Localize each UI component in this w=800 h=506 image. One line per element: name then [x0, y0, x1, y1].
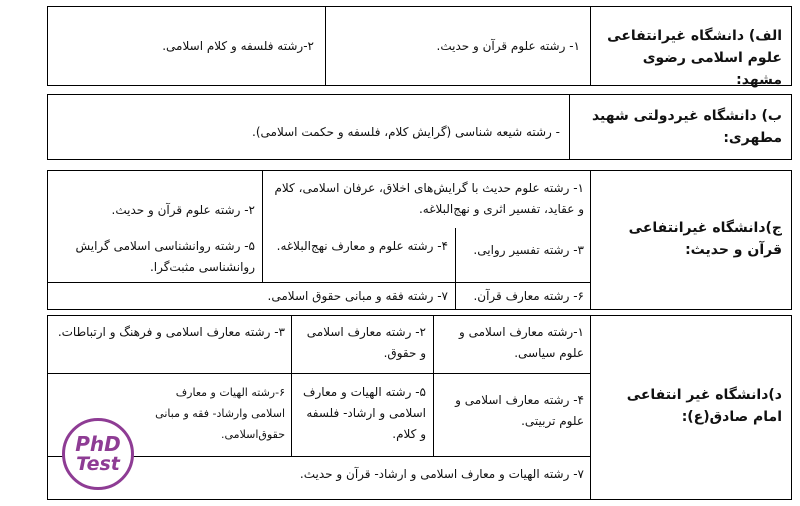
- divider: [291, 315, 292, 457]
- section-b-item-1: - رشته شیعه شناسی (گرایش کلام، فلسفه و حکمت اسلامی).: [252, 125, 560, 139]
- section-a-heading: الف) دانشگاه غیرانتفاعی علوم اسلامی رضوی مشهد:: [607, 28, 782, 88]
- section-c-heading: ج)دانشگاه غیرانتفاعی قرآن و حدیث:: [628, 220, 782, 258]
- section-c-item-1: ۱- رشته علوم حدیث با گرایش‌های اخلاق، عرفان اسلامی، کلام و عقاید، تفسیر اثری و نهج‌البلاغه.: [274, 181, 584, 216]
- section-d-item-6: ۶-رشته الهیات و معارف اسلامی وارشاد- فقه و مبانی حقوق‌اسلامی.: [155, 386, 285, 441]
- section-a-item-2: ۲-رشته فلسفه و کلام اسلامی.: [162, 39, 314, 53]
- section-a-item-1: ۱- رشته علوم قرآن و حدیث.: [436, 39, 580, 53]
- divider: [325, 6, 326, 86]
- divider: [47, 373, 591, 374]
- section-d-item-3: ۳- رشته معارف اسلامی و فرهنگ و ارتباطات.: [57, 325, 285, 339]
- section-d-item-4: ۴- رشته معارف اسلامی و علوم تربیتی.: [455, 393, 584, 428]
- divider: [590, 170, 591, 310]
- divider: [455, 228, 456, 310]
- section-c-item-5: ۵- رشته روانشناسی اسلامی گرایش روانشناسی مثبت‌گرا.: [75, 239, 255, 274]
- phd-test-logo: [62, 418, 134, 490]
- section-d-item-1: ۱-رشته معارف اسلامی و علوم سیاسی.: [458, 325, 584, 360]
- section-c-item-4: ۴- رشته علوم و معارف نهج‌البلاغه.: [276, 239, 448, 253]
- section-d-item-2: ۲- رشته معارف اسلامی و حقوق.: [306, 325, 426, 360]
- divider: [433, 315, 434, 457]
- divider: [262, 170, 263, 283]
- section-c-item-7: ۷- رشته فقه و مبانی حقوق اسلامی.: [267, 289, 448, 303]
- section-b-heading: ب) دانشگاه غیردولتی شهید مطهری:: [591, 108, 782, 146]
- divider: [47, 282, 591, 283]
- section-c-item-2: ۲- رشته علوم قرآن و حدیث.: [111, 203, 255, 217]
- divider: [569, 94, 570, 160]
- section-d-heading: د)دانشگاه غیر انتفاعی امام صادق(ع):: [626, 387, 782, 425]
- section-d-item-5: ۵- رشته الهیات و معارف اسلامی و ارشاد- فلسفه و کلام.: [303, 385, 426, 441]
- section-c-item-3: ۳- رشته تفسیر روایی.: [473, 243, 584, 257]
- divider: [590, 315, 591, 500]
- divider: [590, 6, 591, 86]
- logo-line-1: PhD: [75, 432, 121, 456]
- section-c-item-6: ۶- رشته معارف قرآن.: [473, 289, 584, 303]
- logo-line-2: Test: [76, 453, 120, 475]
- section-d-item-7: ۷- رشته الهیات و معارف اسلامی و ارشاد- قرآن و حدیث.: [299, 467, 584, 481]
